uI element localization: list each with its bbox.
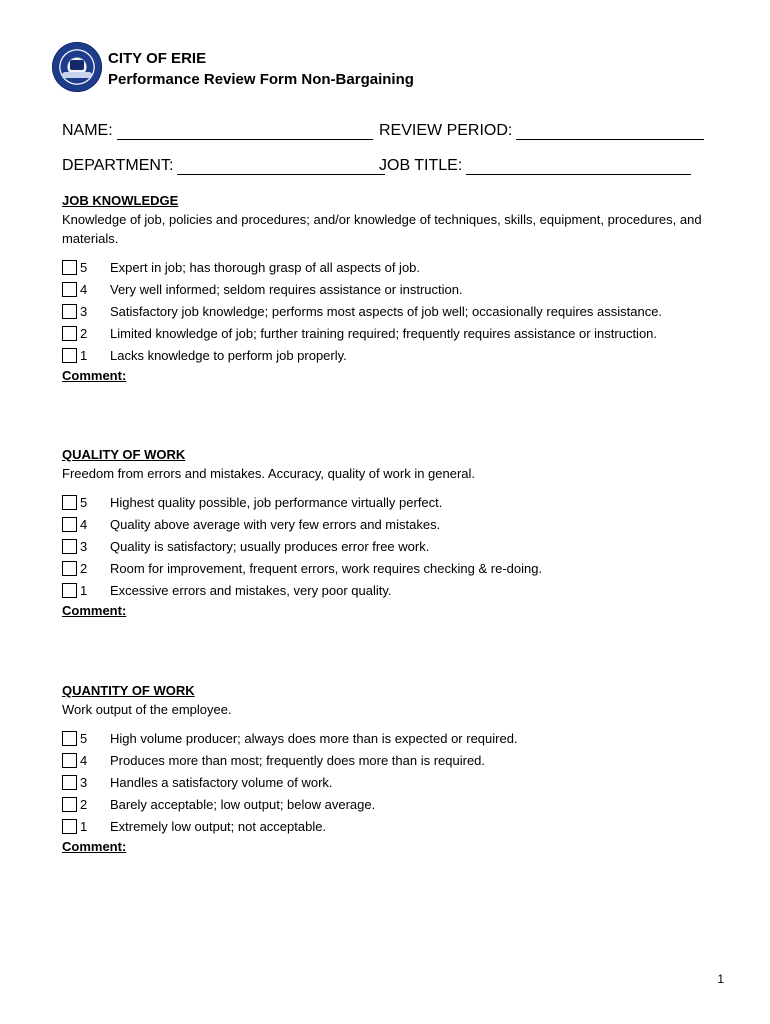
section-title: JOB KNOWLEDGE xyxy=(62,193,179,208)
rating-text: High volume producer; always does more than is expected or required. xyxy=(110,730,518,746)
rating-text: Highest quality possible, job performance virtually perfect. xyxy=(110,494,443,510)
section-title: QUALITY OF WORK xyxy=(62,447,186,462)
name-input-line[interactable] xyxy=(117,125,373,140)
header-title xyxy=(108,48,414,90)
department-input-line[interactable] xyxy=(177,160,385,175)
job-title-label: JOB TITLE: xyxy=(379,157,463,174)
rating-value: 2 xyxy=(80,796,88,812)
rating-text: Barely acceptable; low output; below average. xyxy=(110,796,376,812)
rating-value: 3 xyxy=(80,303,88,319)
rating-value: 4 xyxy=(80,281,88,297)
rating-value: 1 xyxy=(80,582,88,598)
rating-checkbox[interactable] xyxy=(62,753,77,768)
comment-label: Comment: xyxy=(62,603,127,618)
rating-text: Quality above average with very few errors and mistakes. xyxy=(110,516,441,532)
rating-option xyxy=(62,344,732,366)
rating-checkbox[interactable] xyxy=(62,282,77,297)
rating-option xyxy=(62,793,732,815)
rating-value: 4 xyxy=(80,752,88,768)
rating-text: Very well informed; seldom requires assistance or instruction. xyxy=(110,281,463,297)
rating-value: 2 xyxy=(80,325,88,341)
section-title: QUANTITY OF WORK xyxy=(62,683,195,698)
section-description: Knowledge of job, policies and procedures; and/or knowledge of techniques, skills, equipment, procedures, and materials. xyxy=(62,212,702,246)
rating-text: Produces more than most; frequently does more than is required. xyxy=(110,752,486,768)
section-quantity-of-work xyxy=(62,682,732,857)
rating-value: 1 xyxy=(80,818,88,834)
page-number: 1 xyxy=(717,972,724,986)
rating-option xyxy=(62,322,732,344)
rating-text: Expert in job; has thorough grasp of all aspects of job. xyxy=(110,259,421,275)
comment-label: Comment: xyxy=(62,839,127,854)
review-period-label: REVIEW PERIOD: xyxy=(379,122,513,139)
rating-value: 2 xyxy=(80,560,88,576)
rating-checkbox[interactable] xyxy=(62,797,77,812)
rating-value: 5 xyxy=(80,730,88,746)
rating-option xyxy=(62,815,732,837)
section-quality-of-work xyxy=(62,446,732,621)
rating-checkbox[interactable] xyxy=(62,731,77,746)
rating-text: Limited knowledge of job; further training required; frequently requires assistance or instruction. xyxy=(110,325,658,341)
rating-checkbox[interactable] xyxy=(62,819,77,834)
rating-checkbox[interactable] xyxy=(62,304,77,319)
review-period-input-line[interactable] xyxy=(516,125,704,140)
rating-option xyxy=(62,513,732,535)
rating-value: 4 xyxy=(80,516,88,532)
rating-checkbox[interactable] xyxy=(62,775,77,790)
rating-checkbox[interactable] xyxy=(62,583,77,598)
rating-checkbox[interactable] xyxy=(62,348,77,363)
department-label: DEPARTMENT: xyxy=(62,157,174,174)
rating-text: Extremely low output; not acceptable. xyxy=(110,818,327,834)
rating-checkbox[interactable] xyxy=(62,517,77,532)
rating-option xyxy=(62,579,732,601)
rating-option xyxy=(62,749,732,771)
review-period-field xyxy=(379,122,704,140)
section-description: Freedom from errors and mistakes. Accuracy, quality of work in general. xyxy=(62,466,476,481)
rating-value: 1 xyxy=(80,347,88,363)
rating-checkbox[interactable] xyxy=(62,539,77,554)
rating-checkbox[interactable] xyxy=(62,260,77,275)
rating-checkbox[interactable] xyxy=(62,561,77,576)
rating-text: Handles a satisfactory volume of work. xyxy=(110,774,333,790)
rating-option xyxy=(62,491,732,513)
rating-text: Quality is satisfactory; usually produces error free work. xyxy=(110,538,430,554)
rating-option xyxy=(62,727,732,749)
rating-value: 3 xyxy=(80,538,88,554)
rating-text: Excessive errors and mistakes, very poor quality. xyxy=(110,582,392,598)
comment-label: Comment: xyxy=(62,368,127,383)
rating-option xyxy=(62,256,732,278)
name-field xyxy=(62,122,373,140)
rating-checkbox[interactable] xyxy=(62,495,77,510)
rating-option xyxy=(62,535,732,557)
rating-option xyxy=(62,278,732,300)
name-label: NAME: xyxy=(62,122,113,139)
rating-text: Satisfactory job knowledge; performs most aspects of job well; occasionally requires assistance. xyxy=(110,303,663,319)
city-name: CITY OF ERIE xyxy=(108,50,207,67)
section-description: Work output of the employee. xyxy=(62,702,232,717)
rating-checkbox[interactable] xyxy=(62,326,77,341)
rating-text: Lacks knowledge to perform job properly. xyxy=(110,347,347,363)
department-field xyxy=(62,157,385,175)
job-title-input-line[interactable] xyxy=(466,160,691,175)
rating-value: 5 xyxy=(80,259,88,275)
city-seal-icon xyxy=(52,42,102,92)
section-job-knowledge xyxy=(62,192,732,386)
rating-value: 3 xyxy=(80,774,88,790)
job-title-field xyxy=(379,157,691,175)
form-title: Performance Review Form Non-Bargaining xyxy=(108,71,414,88)
rating-option xyxy=(62,771,732,793)
rating-value: 5 xyxy=(80,494,88,510)
rating-option xyxy=(62,300,732,322)
rating-text: Room for improvement, frequent errors, work requires checking & re-doing. xyxy=(110,560,543,576)
rating-option xyxy=(62,557,732,579)
